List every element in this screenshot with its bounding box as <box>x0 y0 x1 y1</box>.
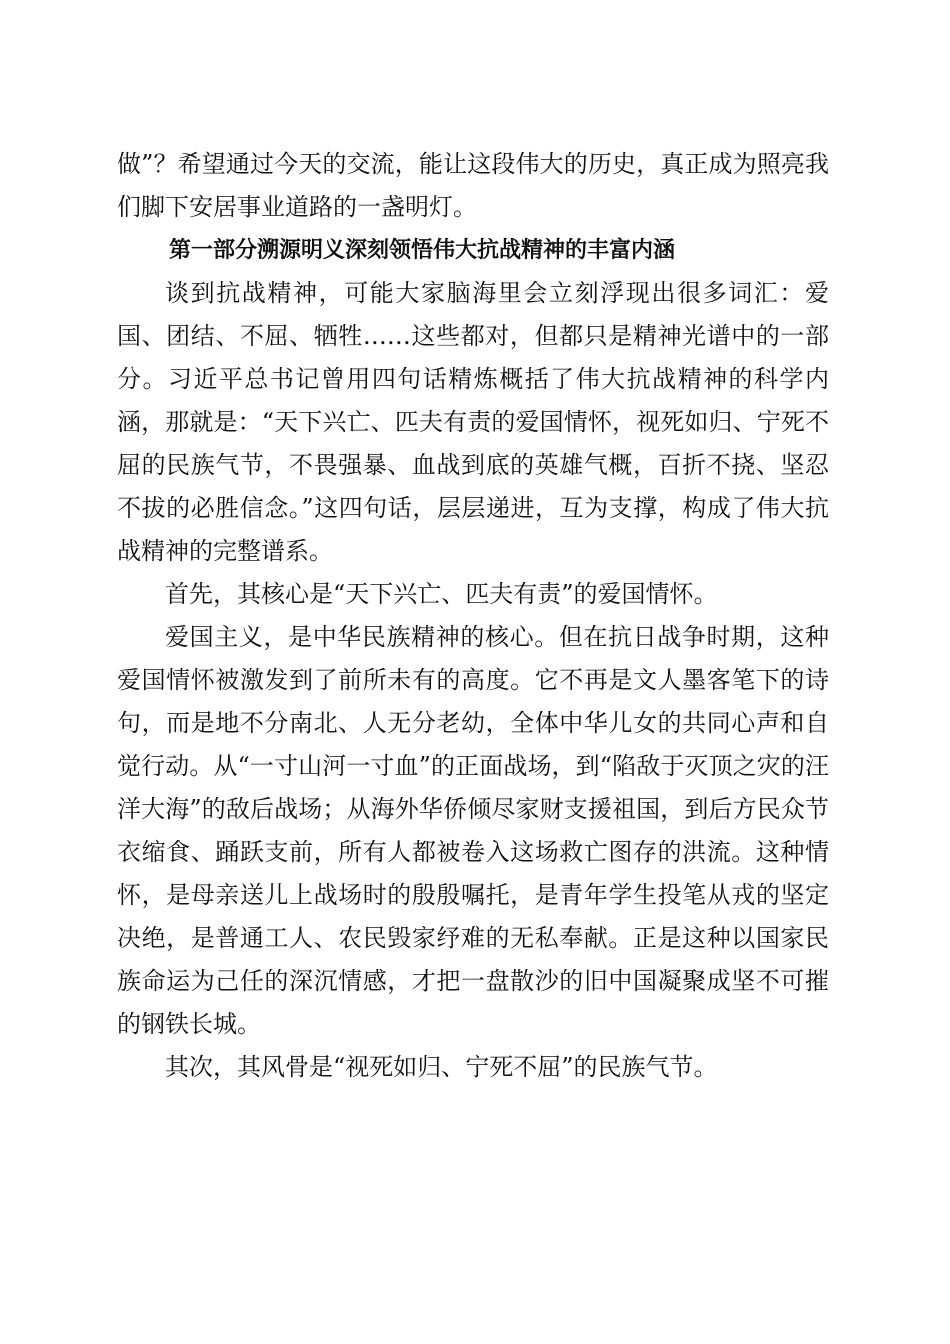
paragraph-continuation: 做”？希望通过今天的交流，能让这段伟大的历史，真正成为照亮我们脚下安居事业道路的一盏明灯。 <box>117 150 829 221</box>
paragraph-patriotism: 爱国主义，是中华民族精神的核心。但在抗日战争时期，这种爱国情怀被激发到了前所未有的高度。它不再是文人墨客笔下的诗句，而是地不分南北、人无分老幼，全体中华儿女的共同心声和自觉行动。从“一寸山河一寸血”的正面战场，到“陷敌于灭顶之灾的汪洋大海”的敌后战场；从海外华侨倾尽家财支援祖国，到后方民众节衣缩食、踊跃支前，所有人都被卷入这场救亡图存的洪流。这种情怀，是母亲送儿上战场时的殷殷嘱托，是青年学生投笔从戎的坚定决绝，是普通工人、农民毁家纾难的无私奉献。正是这种以国家民族命运为己任的深沉情感，才把一盘散沙的旧中国凝聚成坚不可摧的钢铁长城。 <box>117 623 829 1038</box>
paragraph-second-point: 其次，其风骨是“视死如归、宁死不屈”的民族气节。 <box>165 1053 718 1081</box>
paragraph-intro: 谈到抗战精神，可能大家脑海里会立刻浮现出很多词汇：爱国、团结、不屈、牺牲……这些都对，但都只是精神光谱中的一部分。习近平总书记曾用四句话精炼概括了伟大抗战精神的科学内涵，那就是：“天下兴亡、匹夫有责的爱国情怀，视死如归、宁死不屈的民族气节，不畏强暴、血战到底的英雄气概，百折不挠、坚忍不拔的必胜信念。”这四句话，层层递进，互为支撑，构成了伟大抗战精神的完整谱系。 <box>117 279 829 565</box>
section-heading: 第一部分溯源明义深刻领悟伟大抗战精神的丰富内涵 <box>169 237 676 263</box>
document-body <box>117 143 829 1089</box>
paragraph-first-point: 首先，其核心是“天下兴亡、匹夫有责”的爱国情怀。 <box>165 580 718 608</box>
